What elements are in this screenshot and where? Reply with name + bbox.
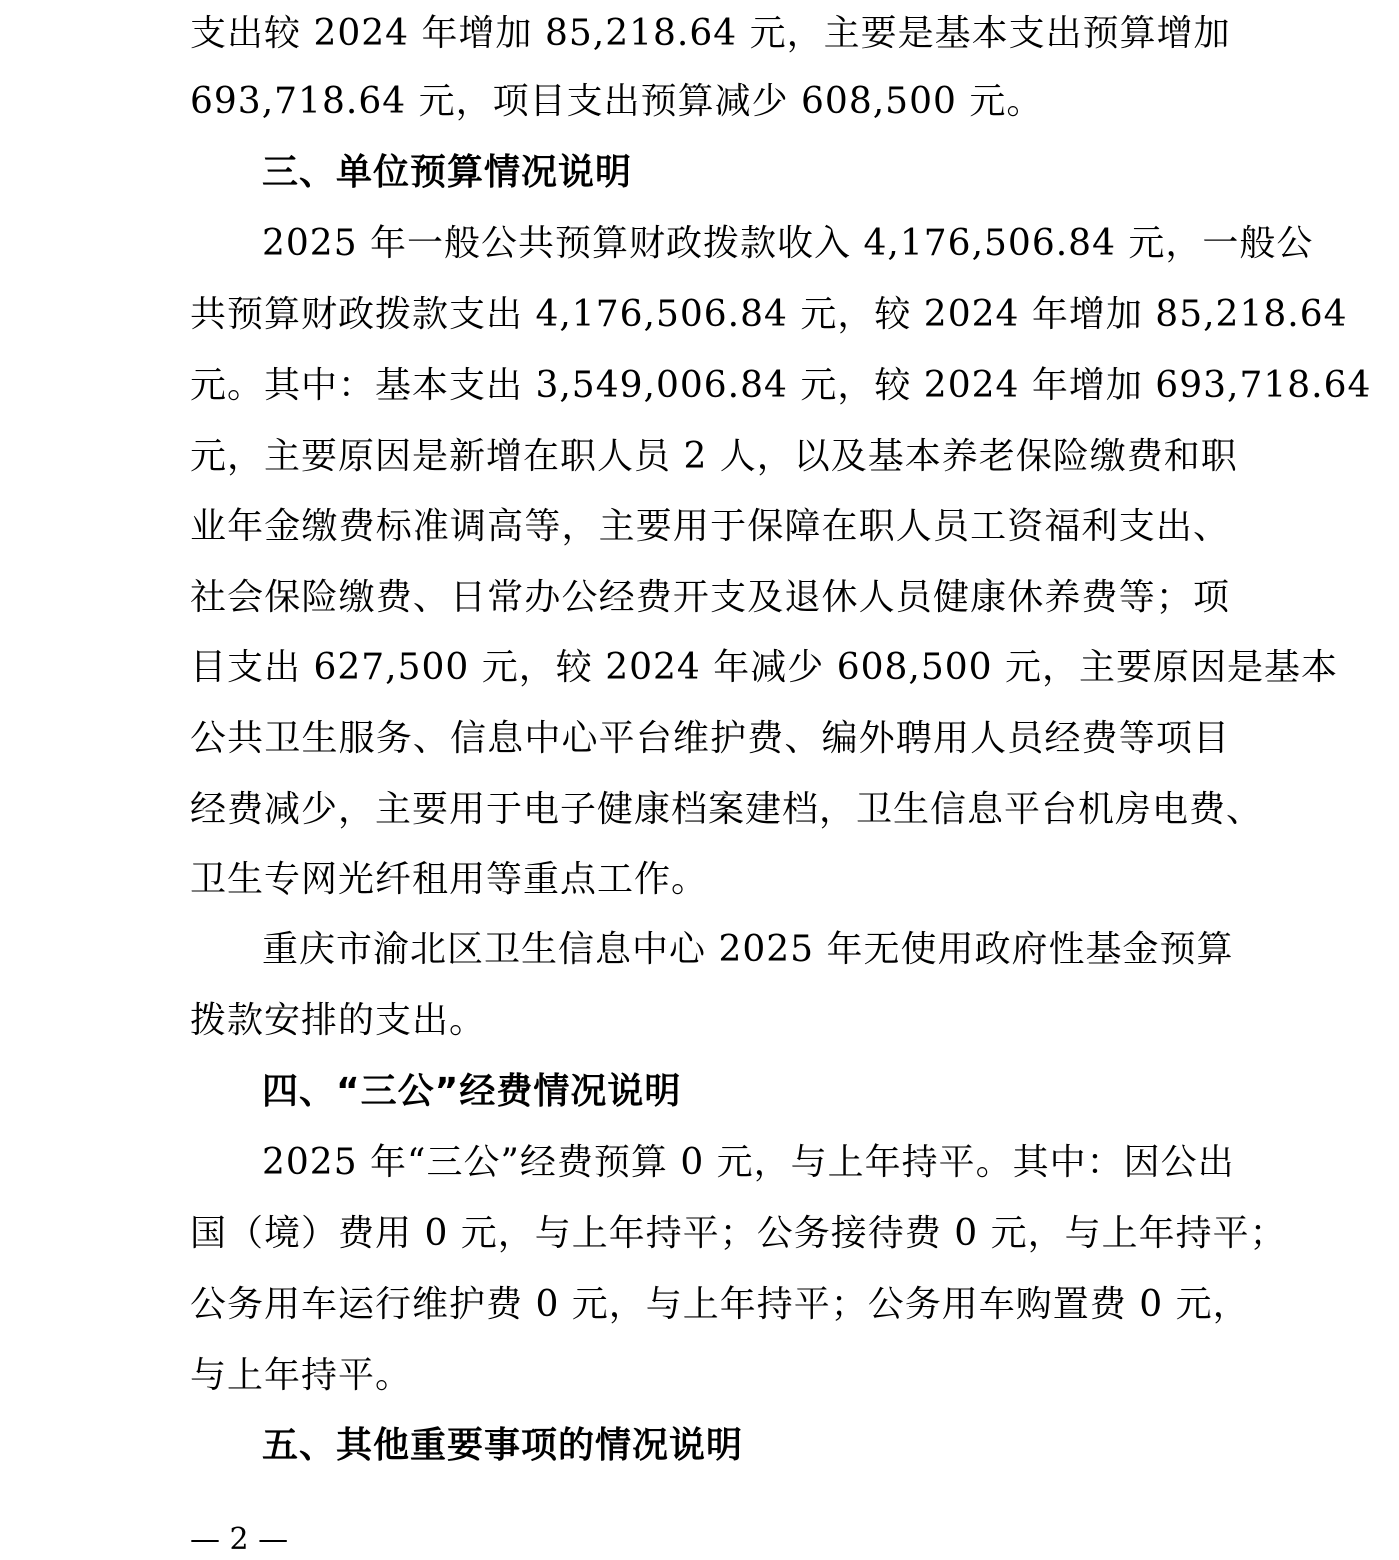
paragraph-line: 卫生专网光纤租用等重点工作。 — [190, 859, 709, 900]
paragraph-line: 社会保险缴费、日常办公经费开支及退休人员健康休养费等；项 — [190, 577, 1230, 618]
paragraph-line: 重庆市渝北区卫生信息中心 2025 年无使用政府性基金预算 — [262, 929, 1234, 970]
section-heading: 五、其他重要事项的情况说明 — [262, 1425, 744, 1466]
paragraph-line: 与上年持平。 — [190, 1355, 413, 1396]
paragraph-line: 公共卫生服务、信息中心平台维护费、编外聘用人员经费等项目 — [190, 718, 1230, 759]
paragraph-line: 拨款安排的支出。 — [190, 1000, 487, 1041]
paragraph-line: 业年金缴费标准调高等，主要用于保障在职人员工资福利支出、 — [190, 506, 1230, 547]
section-heading: 三、单位预算情况说明 — [262, 152, 633, 193]
page-number: — 2 — — [190, 1522, 289, 1557]
paragraph-line: 元。其中：基本支出 3,549,006.84 元，较 2024 年增加 693,718.64 — [190, 365, 1372, 406]
paragraph-line: 2025 年“三公”经费预算 0 元，与上年持平。其中：因公出 — [262, 1142, 1235, 1183]
paragraph-line: 2025 年一般公共预算财政拨款收入 4,176,506.84 元，一般公 — [262, 223, 1314, 264]
paragraph-line: 693,718.64 元，项目支出预算减少 608,500 元。 — [190, 81, 1044, 122]
paragraph-line: 经费减少，主要用于电子健康档案建档，卫生信息平台机房电费、 — [190, 789, 1264, 830]
paragraph-line: 元，主要原因是新增在职人员 2 人，以及基本养老保险缴费和职 — [190, 436, 1238, 477]
paragraph-line: 公务用车运行维护费 0 元，与上年持平；公务用车购置费 0 元， — [190, 1284, 1250, 1325]
paragraph-line: 目支出 627,500 元，较 2024 年减少 608,500 元，主要原因是基本 — [190, 647, 1339, 688]
paragraph-line: 支出较 2024 年增加 85,218.64 元，主要是基本支出预算增加 — [190, 13, 1231, 54]
paragraph-line: 共预算财政拨款支出 4,176,506.84 元，较 2024 年增加 85,218.64 — [190, 294, 1348, 335]
section-heading: 四、“三公”经费情况说明 — [262, 1071, 682, 1112]
paragraph-line: 国（境）费用 0 元，与上年持平；公务接待费 0 元，与上年持平； — [190, 1213, 1287, 1254]
